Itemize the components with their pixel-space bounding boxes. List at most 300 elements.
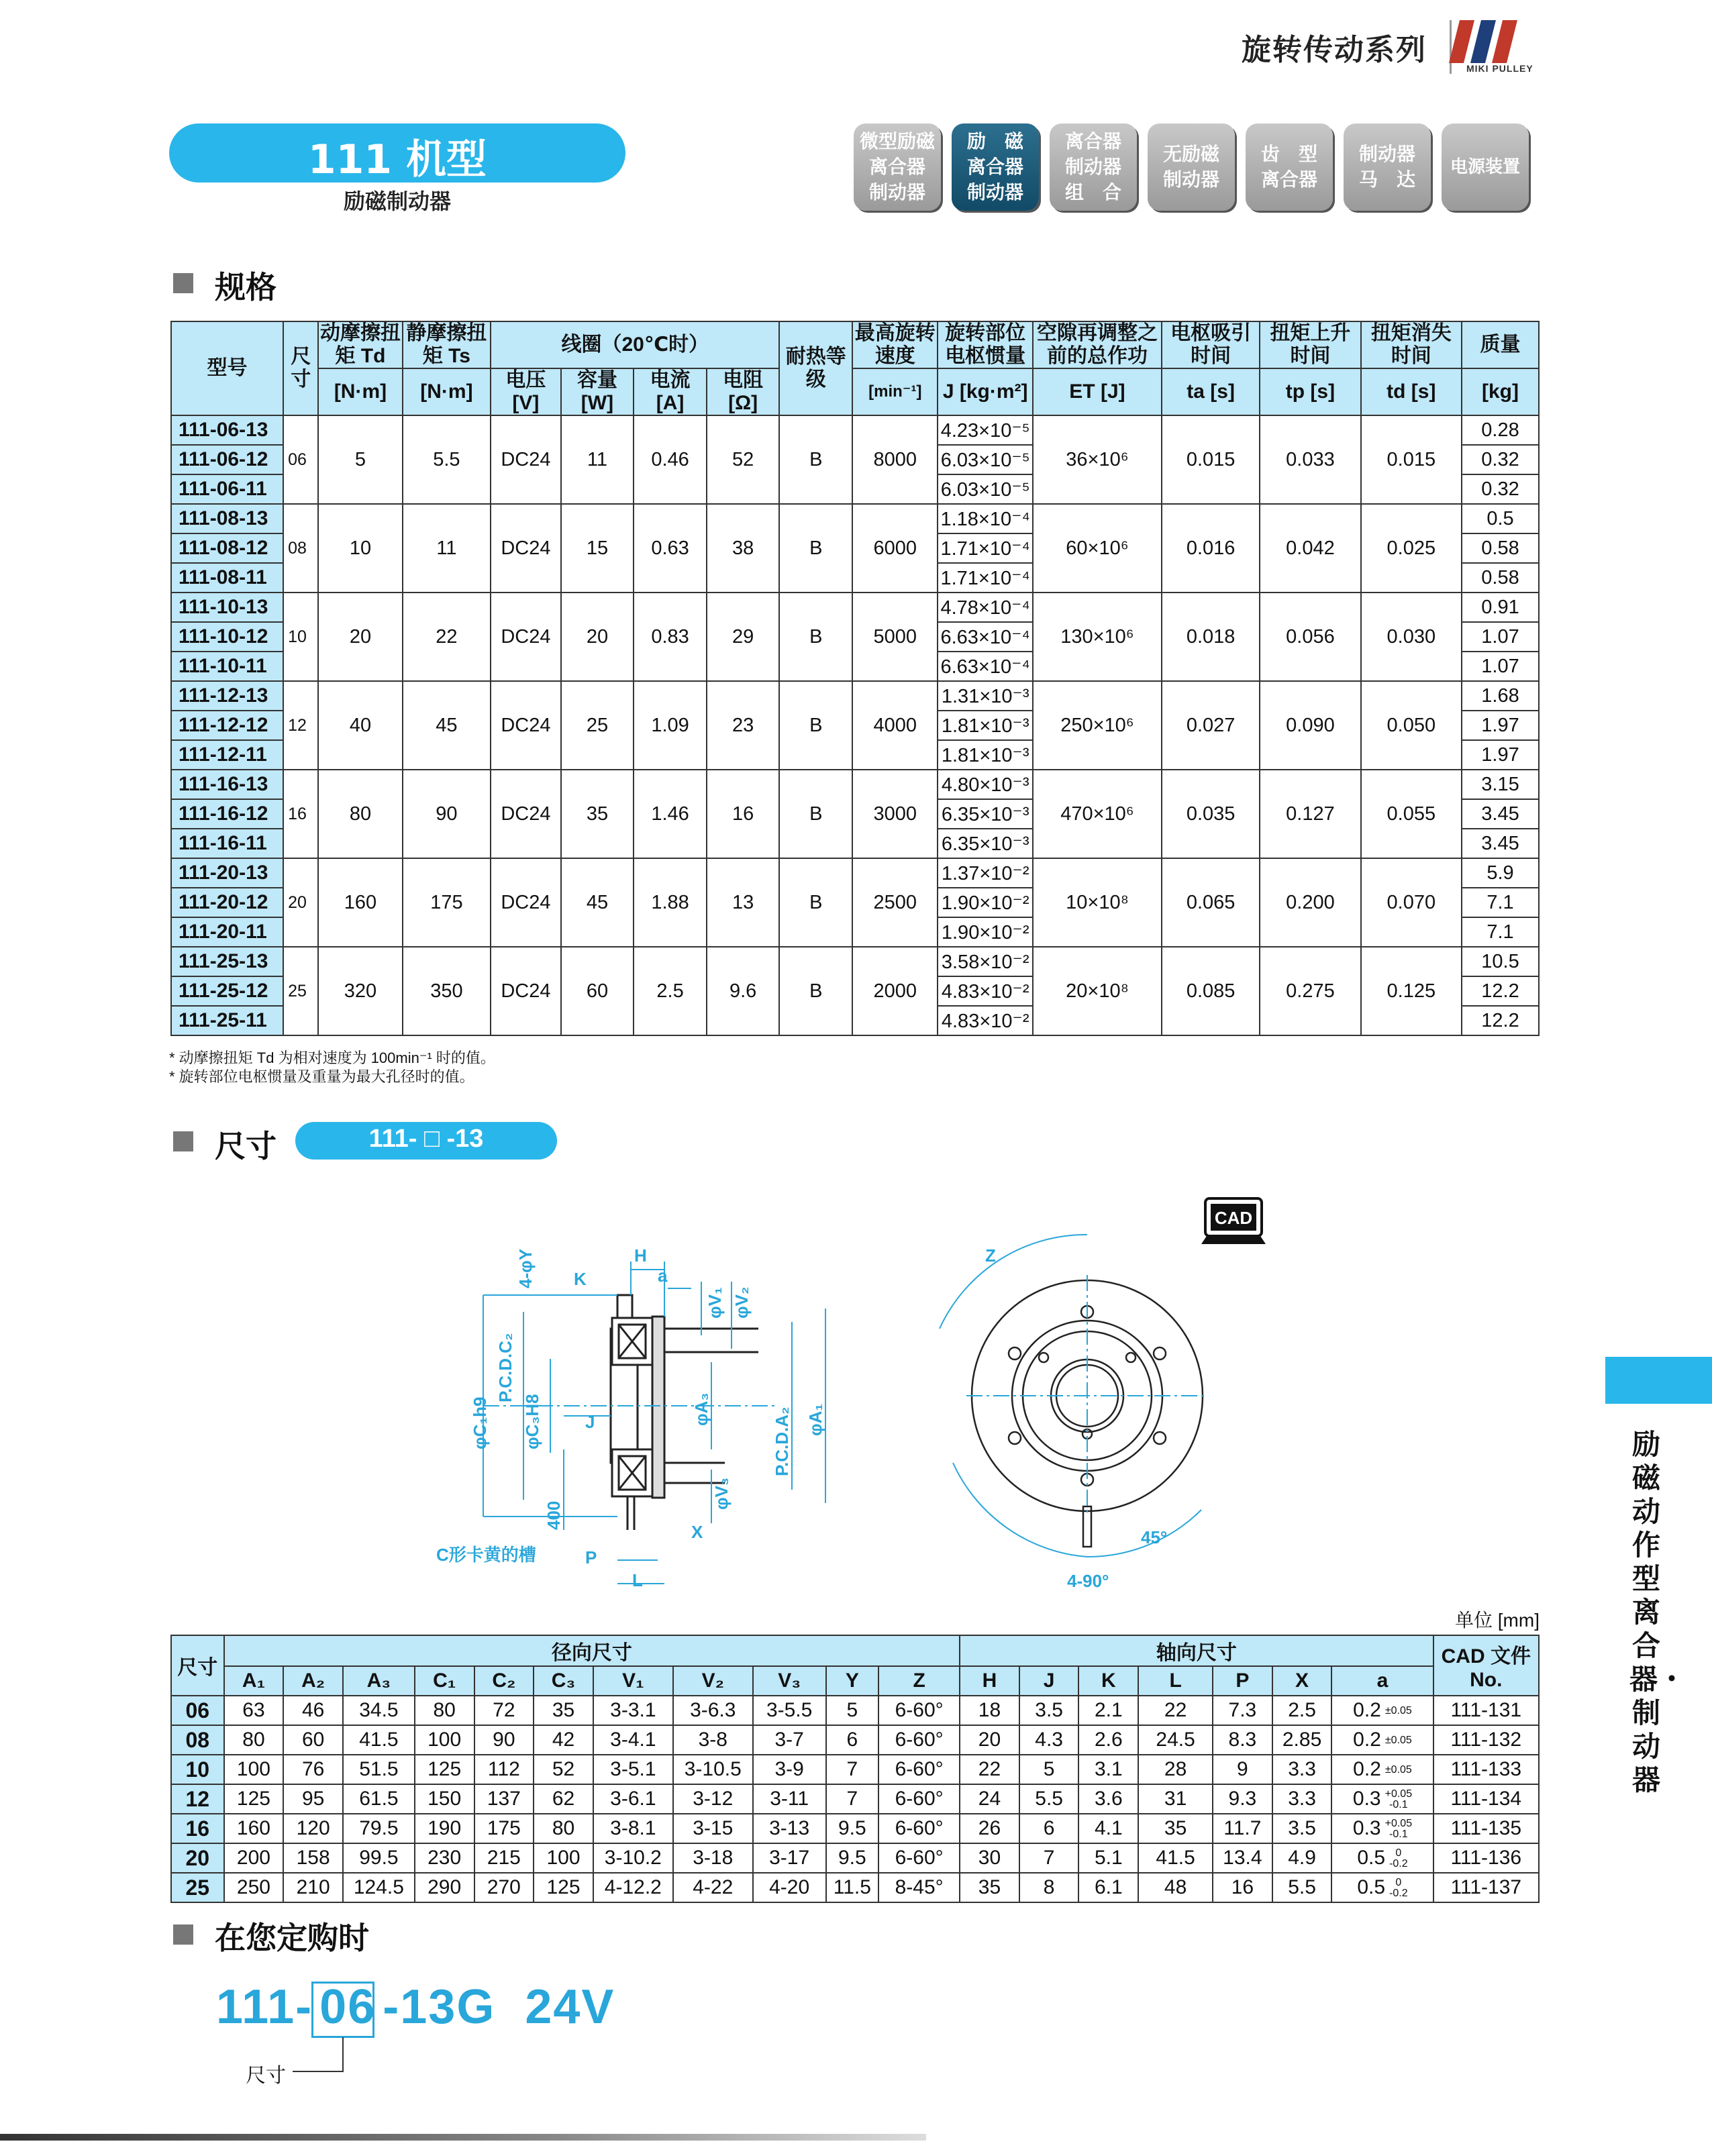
tolerance-lower: -0.2 — [1389, 1858, 1408, 1870]
dims-value-cell: 3-11 — [753, 1784, 826, 1814]
dims-value-cell: 270 — [474, 1873, 534, 1902]
mass-cell: 7.1 — [1462, 917, 1539, 947]
dims-value-cell: 150 — [415, 1784, 474, 1814]
mass-cell: 0.58 — [1462, 533, 1539, 563]
dim-label-j: J — [585, 1412, 595, 1432]
mass-cell: 0.58 — [1462, 563, 1539, 593]
size-cell: 12 — [283, 681, 318, 770]
dims-col-header: K — [1078, 1666, 1138, 1696]
model-cell: 111-20-13 — [171, 858, 283, 888]
dims-value-cell: 80 — [534, 1814, 593, 1843]
dims-value-cell: 250 — [224, 1873, 284, 1902]
order-leader-line — [293, 2071, 344, 2072]
col-total-work-unit: ET [J] — [1033, 368, 1162, 415]
current-cell: 0.63 — [634, 504, 707, 593]
mass-cell: 12.2 — [1462, 976, 1539, 1006]
dims-value-cell: 22 — [1138, 1696, 1213, 1725]
spec-table — [170, 321, 1540, 1036]
dims-value-cell: 6 — [1019, 1814, 1079, 1843]
dims-col-header: V₁ — [593, 1666, 673, 1696]
dims-col-header: Y — [826, 1666, 879, 1696]
category-tab-electromagnetic[interactable]: 励 磁 离合器 制动器 — [952, 123, 1039, 211]
dyn-torque-cell: 80 — [318, 770, 402, 858]
side-tab[interactable] — [1605, 1357, 1712, 1404]
a-tolerance — [1385, 1789, 1412, 1810]
dim-label-a1: φA₁ — [805, 1403, 825, 1436]
decay-time-cell: 0.125 — [1361, 947, 1462, 1035]
col-capacity — [561, 368, 634, 415]
dims-value-cell: 3-12 — [673, 1784, 753, 1814]
dims-value-cell: 7 — [826, 1755, 879, 1784]
col-attract-unit: ta [s] — [1162, 368, 1260, 415]
dims-value-cell: 61.5 — [343, 1784, 415, 1814]
dims-col-header: L — [1138, 1666, 1213, 1696]
voltage-cell: DC24 — [491, 681, 560, 770]
dims-value-cell: 52 — [534, 1755, 593, 1784]
dim-label-a3: φA₃ — [691, 1392, 711, 1426]
decay-time-cell: 0.025 — [1361, 504, 1462, 593]
groove-label: C形卡黄的槽 — [436, 1545, 536, 1565]
dims-col-size: 尺寸 — [171, 1635, 224, 1696]
category-tab-combination[interactable]: 离合器 制动器 组 合 — [1050, 123, 1137, 211]
dims-value-cell: 31 — [1138, 1784, 1213, 1814]
side-section-view — [611, 1295, 758, 1530]
mass-cell: 1.07 — [1462, 622, 1539, 652]
mass-cell: 1.07 — [1462, 652, 1539, 681]
dims-value-cell: 3.5 — [1019, 1696, 1079, 1725]
spec-row — [171, 593, 1539, 622]
dims-size-cell: 10 — [171, 1755, 224, 1784]
dims-row — [171, 1784, 1539, 1814]
inertia-cell: 1.18×10⁻⁴ — [938, 504, 1032, 533]
side-tab-label: 励磁动作型离合器・制动器 — [1629, 1428, 1686, 1796]
category-tab-tooth[interactable]: 齿 型 离合器 — [1246, 123, 1333, 211]
dims-size-cell: 16 — [171, 1814, 224, 1843]
dims-cad-cell[interactable]: 111-133 — [1433, 1755, 1539, 1784]
dims-value-cell: 6.1 — [1078, 1873, 1138, 1902]
a-value: 0.5 — [1357, 1846, 1386, 1869]
a-value: 0.2 — [1353, 1758, 1381, 1780]
size-cell: 25 — [283, 947, 318, 1035]
dims-value-cell: 4.9 — [1272, 1843, 1332, 1873]
col-decay-time: 扭矩消失时间 — [1361, 321, 1462, 368]
mass-cell: 5.9 — [1462, 858, 1539, 888]
dims-value-cell: 24.5 — [1138, 1725, 1213, 1755]
stat-torque-cell: 5.5 — [403, 415, 491, 504]
dims-value-cell: 190 — [415, 1814, 474, 1843]
max-speed-cell: 2500 — [852, 858, 938, 947]
max-speed-cell: 8000 — [852, 415, 938, 504]
section-marker — [173, 273, 193, 293]
resistance-cell: 16 — [707, 770, 780, 858]
heat-class-cell: B — [779, 858, 852, 947]
dims-row — [171, 1873, 1539, 1902]
dims-col-header: A₁ — [224, 1666, 284, 1696]
current-cell: 2.5 — [634, 947, 707, 1035]
stat-torque-cell: 175 — [403, 858, 491, 947]
dim-label-p: P — [585, 1547, 597, 1568]
dims-value-cell: 2.85 — [1272, 1725, 1332, 1755]
a-tolerance — [1389, 1878, 1408, 1899]
a-value: 0.3 — [1352, 1816, 1381, 1839]
decay-time-cell: 0.015 — [1361, 415, 1462, 504]
model-cell: 111-16-12 — [171, 799, 283, 829]
stat-torque-cell: 350 — [403, 947, 491, 1035]
attract-time-cell: 0.018 — [1162, 593, 1260, 681]
inertia-cell: 1.71×10⁻⁴ — [938, 533, 1032, 563]
dims-value-cell: 3-13 — [753, 1814, 826, 1843]
model-cell: 111-06-13 — [171, 415, 283, 445]
dim-label-pcd-a2: P.C.D.A₂ — [772, 1406, 792, 1476]
dims-a-cell — [1331, 1843, 1433, 1873]
current-cell: 1.09 — [634, 681, 707, 770]
dims-value-cell: 7 — [826, 1784, 879, 1814]
capacity-cell: 45 — [561, 858, 634, 947]
dims-value-cell: 18 — [960, 1696, 1019, 1725]
dim-label-h: H — [634, 1245, 647, 1266]
size-cell: 20 — [283, 858, 318, 947]
dims-col-header: C₃ — [534, 1666, 593, 1696]
current-label: 电流 — [650, 369, 691, 391]
tolerance-lower: -0.1 — [1389, 1829, 1408, 1841]
category-tab-brake-motor[interactable]: 制动器 马 达 — [1344, 123, 1431, 211]
dims-value-cell: 4.3 — [1019, 1725, 1079, 1755]
order-code — [216, 1980, 615, 2035]
category-tab-power-supply[interactable]: 电源装置 — [1442, 123, 1529, 211]
order-section-title: 在您定购时 — [215, 1920, 369, 1956]
total-work-cell: 250×10⁶ — [1033, 681, 1162, 770]
dim-label-k: K — [574, 1269, 587, 1289]
heat-class-cell: B — [779, 681, 852, 770]
mass-cell: 0.91 — [1462, 593, 1539, 622]
dims-value-cell: 124.5 — [343, 1873, 415, 1902]
tolerance-upper: 0 — [1395, 1877, 1402, 1889]
dims-value-cell: 20 — [960, 1725, 1019, 1755]
category-tab-non-excited[interactable]: 无励磁 制动器 — [1148, 123, 1235, 211]
dim-label-pcd-c2: P.C.D.C₂ — [495, 1333, 515, 1402]
dims-value-cell: 30 — [960, 1843, 1019, 1873]
dims-value-cell: 3-10.2 — [593, 1843, 673, 1873]
inertia-cell: 1.71×10⁻⁴ — [938, 563, 1032, 593]
mass-cell: 1.97 — [1462, 711, 1539, 740]
dims-value-cell: 215 — [474, 1843, 534, 1873]
dims-value-cell: 2.1 — [1078, 1696, 1138, 1725]
dims-value-cell: 35 — [960, 1873, 1019, 1902]
col-attract-time: 电枢吸引时间 — [1162, 321, 1260, 368]
dyn-torque-cell: 160 — [318, 858, 402, 947]
dims-col-header: V₂ — [673, 1666, 753, 1696]
col-max-speed-unit: [min⁻¹] — [852, 368, 938, 415]
heat-class-cell: B — [779, 947, 852, 1035]
dims-value-cell: 9.5 — [826, 1814, 879, 1843]
dim-label-y: 4-φY — [515, 1248, 536, 1288]
dims-value-cell: 11.5 — [826, 1873, 879, 1902]
resistance-cell: 29 — [707, 593, 780, 681]
model-cell: 111-25-12 — [171, 976, 283, 1006]
rise-time-cell: 0.042 — [1260, 504, 1360, 593]
dims-value-cell: 112 — [474, 1755, 534, 1784]
dims-row — [171, 1696, 1539, 1725]
col-dyn-torque: 动摩擦扭矩 Td — [318, 321, 402, 368]
dims-value-cell: 3-15 — [673, 1814, 753, 1843]
dims-value-cell: 95 — [283, 1784, 343, 1814]
dim-label-v1: φV₁ — [705, 1287, 725, 1319]
dims-cad-cell[interactable]: 111-136 — [1433, 1843, 1539, 1873]
size-cell: 06 — [283, 415, 318, 504]
brand-name: MIKI PULLEY — [1466, 63, 1533, 74]
col-dyn-unit: [N·m] — [318, 368, 402, 415]
col-resistance — [707, 368, 780, 415]
dim-label-a: a — [658, 1266, 668, 1286]
capacity-cell: 25 — [561, 681, 634, 770]
dims-value-cell: 175 — [474, 1814, 534, 1843]
dims-value-cell: 41.5 — [343, 1725, 415, 1755]
order-code-suffix: -13G 24V — [383, 1980, 615, 2034]
model-cell: 111-12-12 — [171, 711, 283, 740]
dims-value-cell: 200 — [224, 1843, 284, 1873]
resistance-cell: 23 — [707, 681, 780, 770]
dims-value-cell: 7 — [1019, 1843, 1079, 1873]
max-speed-cell: 5000 — [852, 593, 938, 681]
order-code-size: 06 — [319, 1980, 376, 2034]
dims-value-cell: 35 — [1138, 1814, 1213, 1843]
spec-section-title: 规格 — [215, 269, 276, 305]
dims-value-cell: 6-60° — [878, 1784, 960, 1814]
spec-row — [171, 947, 1539, 976]
dims-value-cell: 34.5 — [343, 1696, 415, 1725]
mass-cell: 3.45 — [1462, 829, 1539, 858]
resistance-unit: [Ω] — [728, 392, 758, 414]
voltage-unit: [V] — [512, 392, 540, 414]
mass-cell: 10.5 — [1462, 947, 1539, 976]
dims-value-cell: 3-7 — [753, 1725, 826, 1755]
spec-row — [171, 504, 1539, 533]
spec-row — [171, 770, 1539, 799]
model-title: 111 机型 — [307, 136, 487, 183]
stat-torque-cell: 90 — [403, 770, 491, 858]
capacity-label: 容量 — [576, 369, 617, 391]
category-tab-micro[interactable]: 微型励磁 离合器 制动器 — [854, 123, 941, 211]
tolerance-upper: ±0.05 — [1384, 1735, 1412, 1747]
col-inertia: 旋转部位电枢惯量 — [938, 321, 1032, 368]
dims-col-axial: 轴向尺寸 — [960, 1635, 1433, 1666]
mass-cell: 1.97 — [1462, 740, 1539, 770]
tolerance-lower: -0.2 — [1389, 1888, 1408, 1900]
model-cell: 111-08-12 — [171, 533, 283, 563]
dims-value-cell: 3-6.3 — [673, 1696, 753, 1725]
model-cell: 111-20-11 — [171, 917, 283, 947]
dims-value-cell: 7.3 — [1213, 1696, 1272, 1725]
cad-icon-label: CAD — [1214, 1208, 1253, 1228]
total-work-cell: 10×10⁸ — [1033, 858, 1162, 947]
dim-label-4-90: 4-90° — [1067, 1571, 1109, 1591]
section-marker — [173, 1131, 193, 1151]
mass-cell: 1.68 — [1462, 681, 1539, 711]
heat-class-cell: B — [779, 593, 852, 681]
a-tolerance — [1385, 1818, 1412, 1840]
inertia-cell: 1.81×10⁻³ — [938, 711, 1032, 740]
rise-time-cell: 0.127 — [1260, 770, 1360, 858]
dims-value-cell: 125 — [534, 1873, 593, 1902]
dims-value-cell: 125 — [415, 1755, 474, 1784]
dims-a-cell — [1331, 1814, 1433, 1843]
total-work-cell: 20×10⁸ — [1033, 947, 1162, 1035]
tolerance-upper: ±0.05 — [1384, 1705, 1412, 1717]
decay-time-cell: 0.070 — [1361, 858, 1462, 947]
tolerance-upper: +0.05 — [1384, 1818, 1413, 1830]
dims-value-cell: 6-60° — [878, 1814, 960, 1843]
inertia-cell: 1.90×10⁻² — [938, 888, 1032, 917]
col-stat-unit: [N·m] — [403, 368, 491, 415]
dims-value-cell: 4-20 — [753, 1873, 826, 1902]
dims-cad-cell[interactable]: 111-131 — [1433, 1696, 1539, 1725]
current-unit: [A] — [656, 392, 685, 414]
dims-value-cell: 9.3 — [1213, 1784, 1272, 1814]
dims-cad-cell[interactable]: 111-132 — [1433, 1725, 1539, 1755]
capacity-unit: [W] — [581, 392, 614, 414]
voltage-label: 电压 — [505, 369, 546, 391]
dims-col-header: C₁ — [415, 1666, 474, 1696]
dims-value-cell: 8.3 — [1213, 1725, 1272, 1755]
dims-col-radial: 径向尺寸 — [224, 1635, 960, 1666]
dims-value-cell: 3-3.1 — [593, 1696, 673, 1725]
dims-value-cell: 8 — [1019, 1873, 1079, 1902]
col-heat-class: 耐热等级 — [779, 321, 852, 415]
inertia-cell: 1.90×10⁻² — [938, 917, 1032, 947]
dims-table-body — [171, 1696, 1539, 1902]
dims-value-cell: 11.7 — [1213, 1814, 1272, 1843]
dims-value-cell: 3-4.1 — [593, 1725, 673, 1755]
a-tolerance — [1385, 1735, 1412, 1746]
dims-value-cell: 22 — [960, 1755, 1019, 1784]
inertia-cell: 3.58×10⁻² — [938, 947, 1032, 976]
resistance-cell: 13 — [707, 858, 780, 947]
max-speed-cell: 2000 — [852, 947, 938, 1035]
tolerance-upper: 0 — [1395, 1847, 1402, 1859]
dims-col-header: C₂ — [474, 1666, 534, 1696]
dims-cad-cell[interactable]: 111-137 — [1433, 1873, 1539, 1902]
mass-cell: 0.28 — [1462, 415, 1539, 445]
dims-cad-cell[interactable]: 111-135 — [1433, 1814, 1539, 1843]
dims-a-cell — [1331, 1784, 1433, 1814]
dim-label-45: 45° — [1141, 1527, 1168, 1547]
dims-value-cell: 5.5 — [1019, 1784, 1079, 1814]
dims-row — [171, 1843, 1539, 1873]
model-cell: 111-08-13 — [171, 504, 283, 533]
spec-row — [171, 415, 1539, 445]
a-tolerance — [1385, 1765, 1412, 1776]
col-total-work: 空隙再调整之前的总作功 — [1033, 321, 1162, 368]
model-cell: 111-25-13 — [171, 947, 283, 976]
mass-cell: 12.2 — [1462, 1006, 1539, 1035]
dims-value-cell: 6-60° — [878, 1696, 960, 1725]
a-value: 0.2 — [1353, 1729, 1381, 1751]
dyn-torque-cell: 20 — [318, 593, 402, 681]
decay-time-cell: 0.055 — [1361, 770, 1462, 858]
order-size-label: 尺寸 — [246, 2065, 286, 2087]
resistance-cell: 9.6 — [707, 947, 780, 1035]
dims-value-cell: 3-10.5 — [673, 1755, 753, 1784]
dims-value-cell: 13.4 — [1213, 1843, 1272, 1873]
rise-time-cell: 0.056 — [1260, 593, 1360, 681]
spec-note: * 旋转部位电枢惯量及重量为最大孔径时的值。 — [169, 1068, 474, 1085]
dims-value-cell: 100 — [415, 1725, 474, 1755]
attract-time-cell: 0.016 — [1162, 504, 1260, 593]
spec-row — [171, 858, 1539, 888]
a-value: 0.2 — [1353, 1699, 1381, 1721]
size-cell: 10 — [283, 593, 318, 681]
dims-value-cell: 5.1 — [1078, 1843, 1138, 1873]
dims-value-cell: 3-17 — [753, 1843, 826, 1873]
resistance-label: 电阻 — [723, 369, 764, 391]
order-code-prefix: 111- — [216, 1980, 313, 2034]
dims-col-header: Z — [878, 1666, 960, 1696]
model-cell: 111-06-12 — [171, 445, 283, 474]
attract-time-cell: 0.035 — [1162, 770, 1260, 858]
model-cell: 111-10-11 — [171, 652, 283, 681]
bottom-bar — [0, 2134, 926, 2141]
dims-value-cell: 80 — [415, 1696, 474, 1725]
dims-value-cell: 46 — [283, 1696, 343, 1725]
dims-a-cell — [1331, 1755, 1433, 1784]
current-cell: 0.83 — [634, 593, 707, 681]
dims-value-cell: 3.3 — [1272, 1784, 1332, 1814]
dim-label-400: 400 — [544, 1500, 564, 1530]
rise-time-cell: 0.275 — [1260, 947, 1360, 1035]
capacity-cell: 60 — [561, 947, 634, 1035]
inertia-cell: 4.80×10⁻³ — [938, 770, 1032, 799]
dims-value-cell: 26 — [960, 1814, 1019, 1843]
dims-value-cell: 4-12.2 — [593, 1873, 673, 1902]
col-decay-unit: td [s] — [1361, 368, 1462, 415]
inertia-cell: 4.83×10⁻² — [938, 976, 1032, 1006]
dims-value-cell: 3-5.1 — [593, 1755, 673, 1784]
model-cell: 111-10-12 — [171, 622, 283, 652]
model-cell: 111-06-11 — [171, 474, 283, 504]
model-cell: 111-20-12 — [171, 888, 283, 917]
voltage-cell: DC24 — [491, 504, 560, 593]
dims-value-cell: 99.5 — [343, 1843, 415, 1873]
max-speed-cell: 6000 — [852, 504, 938, 593]
dims-value-cell: 90 — [474, 1725, 534, 1755]
capacity-cell: 15 — [561, 504, 634, 593]
stat-torque-cell: 11 — [403, 504, 491, 593]
stat-torque-cell: 22 — [403, 593, 491, 681]
col-mass: 质量 — [1462, 321, 1539, 368]
col-rise-unit: tp [s] — [1260, 368, 1360, 415]
dims-value-cell: 24 — [960, 1784, 1019, 1814]
inertia-cell: 6.03×10⁻⁵ — [938, 474, 1032, 504]
dims-value-cell: 3-18 — [673, 1843, 753, 1873]
dims-value-cell: 100 — [534, 1843, 593, 1873]
inertia-cell: 6.35×10⁻³ — [938, 829, 1032, 858]
dims-col-header: V₃ — [753, 1666, 826, 1696]
size-cell: 08 — [283, 504, 318, 593]
dyn-torque-cell: 10 — [318, 504, 402, 593]
dims-col-header: H — [960, 1666, 1019, 1696]
col-size: 尺寸 — [283, 321, 318, 415]
model-subtitle: 励磁制动器 — [343, 189, 451, 213]
dims-cad-cell[interactable]: 111-134 — [1433, 1784, 1539, 1814]
dims-value-cell: 63 — [224, 1696, 284, 1725]
model-cell: 111-16-13 — [171, 770, 283, 799]
capacity-cell: 20 — [561, 593, 634, 681]
capacity-cell: 11 — [561, 415, 634, 504]
current-cell: 0.46 — [634, 415, 707, 504]
inertia-cell: 4.23×10⁻⁵ — [938, 415, 1032, 445]
tolerance-upper: ±0.05 — [1384, 1764, 1412, 1776]
dims-value-cell: 4.1 — [1078, 1814, 1138, 1843]
